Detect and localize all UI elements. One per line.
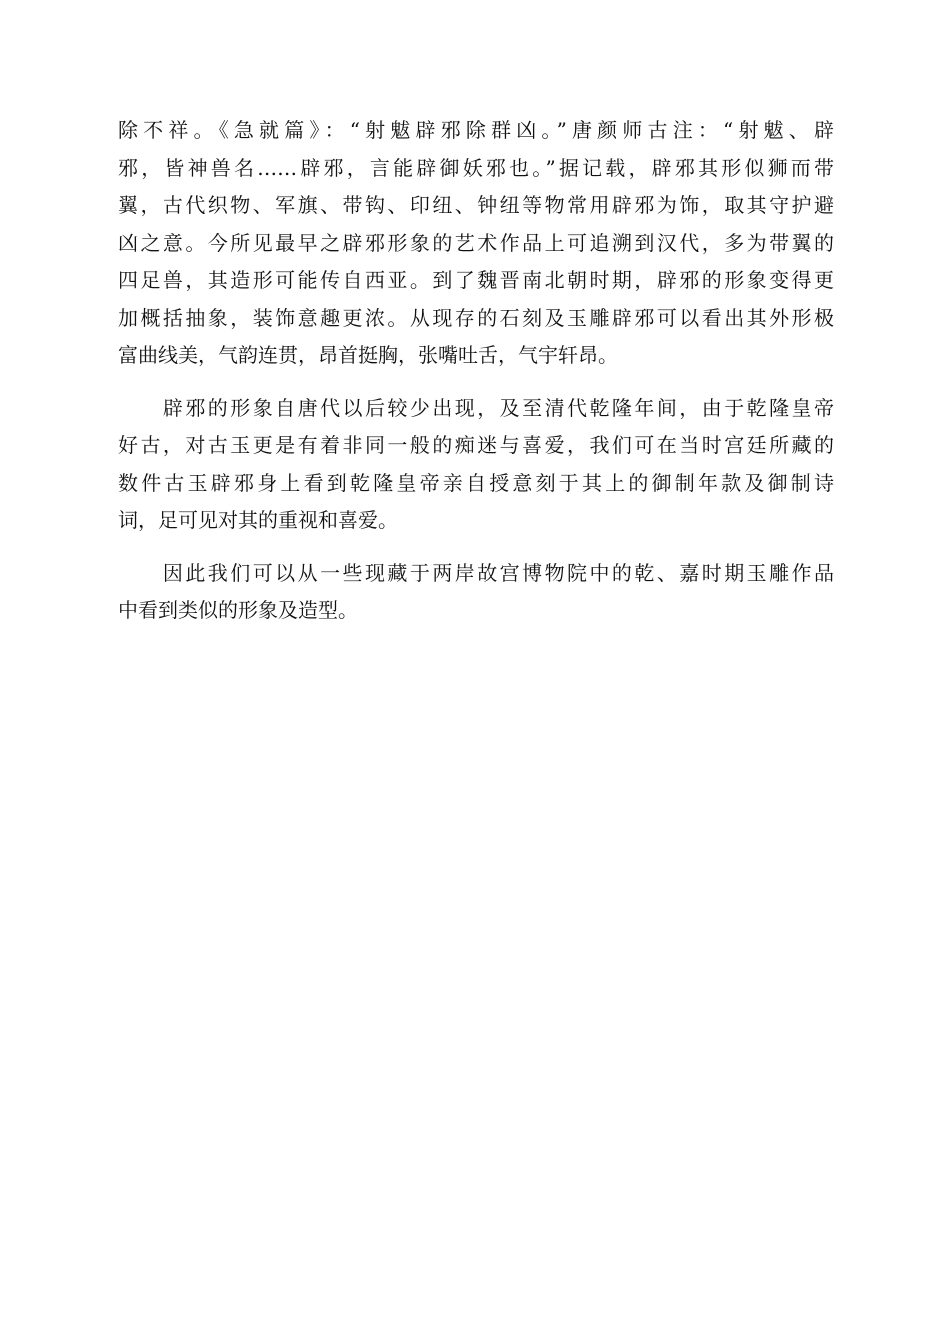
document-body [118, 112, 834, 630]
paragraph-1-line-4: 凶之意。今所见最早之辟邪形象的艺术作品上可追溯到汉代，多为带翼的 [118, 230, 834, 255]
paragraph-2-line-2: 好古，对古玉更是有着非同一般的痴迷与喜爱，我们可在当时宫廷所藏的 [118, 433, 834, 457]
paragraph-1-line-3: 翼，古代织物、军旗、带钩、印纽、钟纽等物常用辟邪为饰，取其守护避 [118, 193, 834, 217]
paragraph-2-line-4: 词，足可见对其的重视和喜爱。 [118, 508, 398, 532]
paragraph-3-line-2: 中看到类似的形象及造型。 [118, 598, 358, 622]
paragraph-1-line-1: 除不祥。《急就篇》：“射魃辟邪除群凶。”唐颜师古注：“射魃、辟 [118, 118, 834, 142]
paragraph-1-line-7: 富曲线美，气韵连贯，昂首挺胸，张嘴吐舌，气宇轩昂。 [118, 343, 618, 367]
paragraph-1-line-2: 邪，皆神兽名……辟邪，言能辟御妖邪也。”据记载，辟邪其形似狮而带 [118, 155, 834, 180]
paragraph-1 [118, 112, 834, 375]
paragraph-3 [118, 555, 834, 630]
paragraph-3-line-1: 因此我们可以从一些现藏于两岸故宫博物院中的乾、嘉时期玉雕作品 [118, 560, 834, 585]
paragraph-2 [118, 390, 834, 540]
paragraph-2-line-3: 数件古玉辟邪身上看到乾隆皇帝亲自授意刻于其上的御制年款及御制诗 [118, 470, 834, 495]
paragraph-2-line-1: 辟邪的形象自唐代以后较少出现，及至清代乾隆年间，由于乾隆皇帝 [118, 395, 834, 420]
paragraph-1-line-6: 加概括抽象，装饰意趣更浓。从现存的石刻及玉雕辟邪可以看出其外形极 [118, 305, 834, 330]
paragraph-1-line-5: 四足兽，其造形可能传自西亚。到了魏晋南北朝时期，辟邪的形象变得更 [118, 268, 834, 292]
